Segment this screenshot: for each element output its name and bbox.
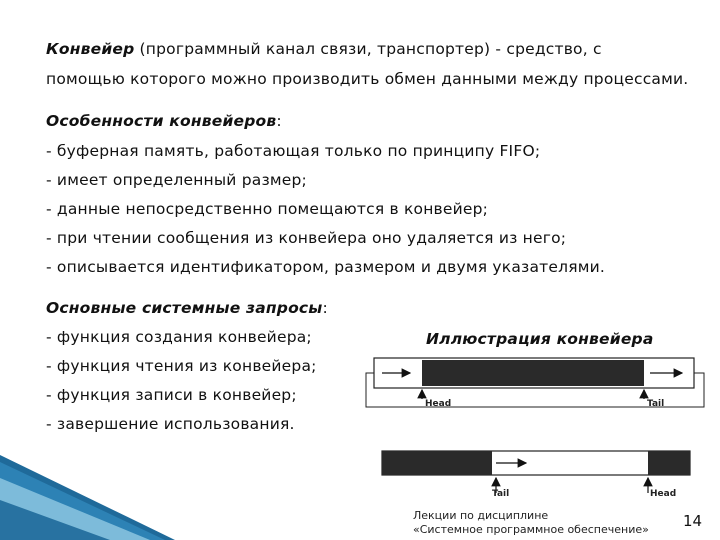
syscalls-heading	[46, 299, 328, 317]
definition-line-1	[46, 40, 602, 58]
syscall-item: - завершение использования.	[46, 415, 295, 433]
feature-item: - при чтении сообщения из конвейера оно удаляется из него;	[46, 229, 567, 247]
feature-item: - данные непосредственно помещаются в конвейер;	[46, 200, 489, 218]
syscalls-heading-colon: :	[322, 299, 328, 317]
footer-line-1: Лекции по дисциплине	[413, 509, 549, 522]
pipe-diagram	[360, 355, 710, 505]
syscalls-heading-text: Основные системные запросы	[46, 299, 323, 317]
illustration-title: Иллюстрация конвейера	[426, 330, 654, 348]
page-number: 14	[683, 512, 703, 530]
bottom-tail-label: Tail	[492, 489, 510, 499]
bottom-head-label: Head	[650, 489, 677, 499]
features-heading-text: Особенности конвейеров	[46, 112, 277, 130]
feature-item: - буферная память, работающая только по принципу FIFO;	[46, 142, 541, 160]
syscall-item: - функция записи в конвейер;	[46, 386, 297, 404]
feature-item: - имеет определенный размер;	[46, 171, 307, 189]
top-tail-label: Tail	[647, 399, 665, 409]
definition-line-2: помощью которого можно производить обмен данными между процессами.	[46, 70, 689, 88]
bottom-pipe	[382, 451, 690, 493]
feature-item: - описывается идентификатором, размером и двумя указателями.	[46, 258, 606, 276]
syscall-item: - функция создания конвейера;	[46, 328, 312, 346]
definition-text: (программный канал связи, транспортер) - средство, с	[134, 40, 602, 58]
syscall-item: - функция чтения из конвейера;	[46, 357, 317, 375]
footer-line-2: «Системное программное обеспечение»	[413, 523, 649, 536]
definition-term: Конвейер	[46, 40, 135, 58]
features-heading	[46, 112, 282, 130]
top-head-label: Head	[425, 399, 452, 409]
features-heading-colon: :	[276, 112, 282, 130]
